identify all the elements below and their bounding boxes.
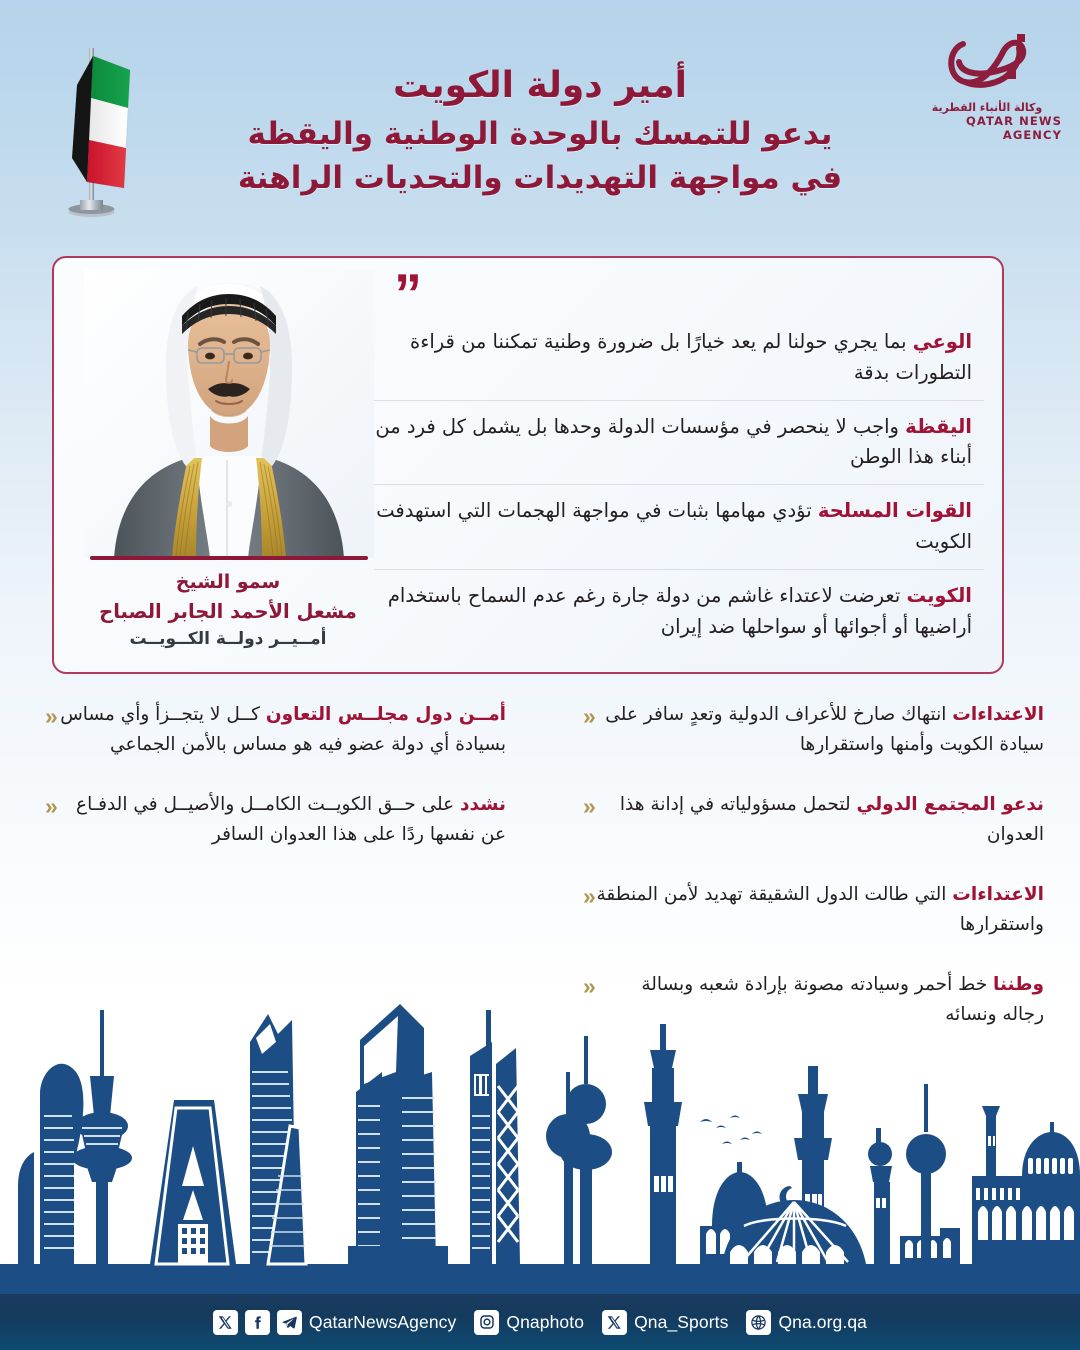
facebook-icon[interactable]	[245, 1310, 270, 1335]
qna-logo-arabic: وكالة الأنباء القطرية	[931, 101, 1043, 114]
quote-lead: اليقظة	[905, 414, 972, 438]
header	[0, 0, 1080, 248]
social-label: Qna.org.qa	[778, 1311, 868, 1332]
quote-mark-icon: ”	[394, 262, 420, 325]
quote-rest: بما يجري حولنا لم يعد خيارًا بل ضرورة وطنية تمكننا من قراءة التطورات بدقة	[409, 330, 972, 384]
bullet-item	[36, 790, 506, 850]
social-label: Qna_Sports	[634, 1311, 729, 1332]
bullet-rest: انتهاك صارخ للأعراف الدولية وتعدٍ سافر على سيادة الكويت وأمنها واستقرارها	[605, 704, 1044, 755]
title-line-3: في مواجهة التهديدات والتحديات الراهنة	[237, 160, 843, 197]
telegram-icon[interactable]	[277, 1310, 302, 1335]
portrait-baseline	[90, 556, 368, 560]
social-group-qatarnewsagency[interactable]	[213, 1310, 456, 1335]
quote-rest: واجب لا ينحصر في مؤسسات الدولة وحدها بل يشمل كل فرد من أبناء هذا الوطن	[375, 414, 972, 469]
bullet-lead: الاعتداءات	[952, 883, 1044, 905]
social-group-qnaphoto[interactable]	[474, 1310, 584, 1335]
portrait-caption	[78, 568, 378, 653]
bullet-rest: كــل لا يتجــزأ وأي مساس بسيادة أي دولة عضو فيه هو مساس بالأمن الجماعي	[60, 704, 506, 755]
bullet-item	[36, 700, 506, 760]
birds-icon	[700, 1116, 762, 1145]
quote-lead: القوات المسلحة	[817, 499, 972, 523]
kuwait-skyline-illustration	[0, 973, 1080, 1296]
quote-item	[374, 484, 984, 569]
social-label: Qnaphoto	[506, 1311, 585, 1332]
chevron-icon: «	[583, 882, 596, 909]
bullet-rest: لتحمل مسؤولياته في إدانة هذا العدوان	[619, 793, 1044, 845]
bullet-lead: أمــن دول مجلــس التعاون	[265, 704, 506, 725]
caption-line-2: مشعل الأحمد الجابر الصباح	[99, 599, 357, 623]
portrait-zone	[78, 270, 378, 662]
quote-lead: الكويت	[906, 583, 972, 607]
quote-rest: تؤدي مهامها بثبات في مواجهة الهجمات التي استهدفت الكويت	[376, 499, 972, 553]
x-icon[interactable]	[213, 1310, 238, 1335]
quote-rest: تعرضت لاعتداء غاشم من دولة جارة رغم عدم السماح باستخدام أراضيها أو أجوائها أو سواحلها ضد إيران	[387, 583, 972, 638]
bullet-rest: خط أحمر وسيادته مصونة بإرادة شعبه وبسالة رجاله ونسائه	[641, 973, 1044, 1025]
chevron-icon: «	[583, 703, 596, 729]
qna-logo-english: QATAR NEWS AGENCY	[966, 114, 1062, 142]
emir-portrait	[84, 270, 374, 558]
social-group-qnasports[interactable]	[602, 1310, 728, 1335]
bullet-lead: الاعتداءات	[952, 704, 1044, 725]
quote-list	[374, 262, 984, 660]
bullet-rest: التي طالت الدول الشقيقة تهديد لأمن المنطقة واستقرارها	[596, 883, 1044, 935]
bullet-rest: على حــق الكويــت الكامــل والأصيــل في الدفـاع عن نفسها ردًا على هذا العدوان السافر	[76, 793, 506, 845]
social-label: QatarNewsAgency	[308, 1311, 457, 1332]
bullet-lead: وطننا	[993, 973, 1044, 995]
bullet-lead: ندعو المجتمع الدولي	[856, 793, 1044, 815]
caption-line-1: سمو الشيخ	[175, 571, 281, 593]
quote-item	[374, 400, 984, 485]
chevron-icon: «	[45, 792, 58, 819]
web-icon[interactable]	[746, 1310, 771, 1335]
title-line-1: أمير دولة الكويت	[393, 65, 687, 106]
bullet-item	[574, 700, 1044, 760]
chevron-icon: «	[45, 703, 58, 729]
instagram-icon[interactable]	[474, 1310, 499, 1335]
quote-lead: الوعي	[912, 330, 972, 353]
page-title	[0, 62, 1080, 199]
title-line-2: يدعو للتمسك بالوحدة الوطنية واليقظة	[247, 115, 833, 152]
bullet-item	[574, 880, 1044, 940]
bullet-lead: نشدد	[460, 793, 506, 815]
footer-social-bar	[0, 1294, 1080, 1350]
x-icon[interactable]	[602, 1310, 627, 1335]
caption-line-3: أمــيــر دولــة الكــويــت	[129, 628, 327, 649]
chevron-icon: «	[583, 792, 596, 819]
quote-card	[52, 256, 1004, 674]
quote-item	[374, 316, 984, 400]
chevron-icon: «	[583, 972, 596, 999]
bullet-item	[574, 790, 1044, 850]
quote-item	[374, 569, 984, 654]
bullets-left-column	[36, 700, 506, 880]
social-group-website[interactable]	[746, 1310, 867, 1335]
